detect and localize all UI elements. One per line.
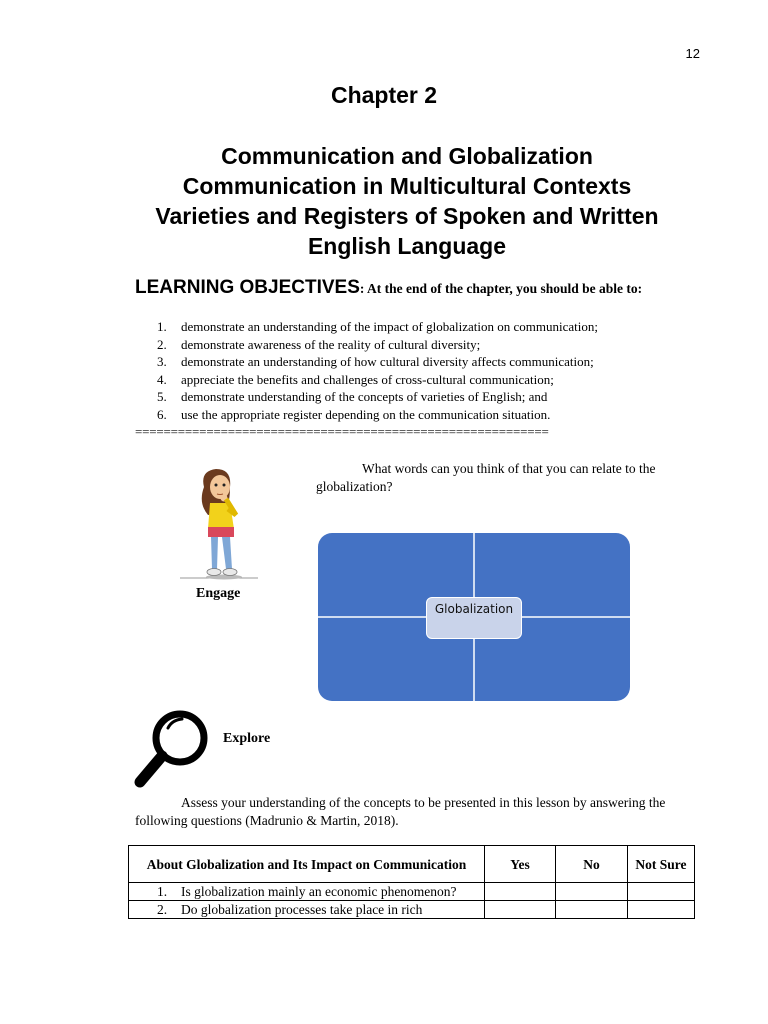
list-text: demonstrate awareness of the reality of cultural diversity; bbox=[181, 336, 481, 352]
engage-label: Engage bbox=[196, 586, 241, 601]
list-text: demonstrate an understanding of the impact of globalization on communication; bbox=[181, 319, 598, 334]
question-text: Do globalization processes take place in rich bbox=[181, 902, 423, 917]
list-text: demonstrate an understanding of how cultural diversity affects communication; bbox=[181, 354, 594, 370]
learning-objectives-intro: : At the end of the chapter, you should be able to: bbox=[359, 281, 643, 296]
question-text: Is globalization mainly an economic phenomenon? bbox=[181, 884, 457, 899]
list-number: 5. bbox=[157, 389, 167, 405]
list-number: 6. bbox=[157, 406, 167, 422]
subtitle-line: Communication in Multicultural Contexts bbox=[182, 173, 632, 199]
subtitle-line: Communication and Globalization bbox=[221, 143, 593, 169]
explore-label: Explore bbox=[223, 731, 271, 746]
learning-objectives-heading: LEARNING OBJECTIVES bbox=[135, 277, 360, 298]
list-item bbox=[135, 318, 695, 336]
table-header-row bbox=[129, 846, 695, 883]
answer-yes-cell[interactable] bbox=[485, 883, 556, 901]
list-text: appreciate the benefits and challenges of cross-cultural communication; bbox=[181, 371, 554, 387]
question-number: 2. bbox=[157, 902, 168, 917]
list-item bbox=[135, 353, 695, 371]
list-number: 1. bbox=[157, 319, 167, 334]
chapter-subtitles bbox=[120, 141, 694, 261]
table-header: Not Sure bbox=[628, 846, 695, 883]
list-number: 3. bbox=[157, 354, 167, 370]
list-number: 4. bbox=[157, 371, 167, 387]
answer-yes-cell[interactable] bbox=[485, 901, 556, 919]
answer-no-cell[interactable] bbox=[556, 901, 628, 919]
explore-instruction-text: Assess your understanding of the concepts to be presented in this lesson by answering the following questions (Madrunio & Martin, 2018). bbox=[135, 795, 666, 828]
magnifying-glass-icon bbox=[132, 706, 214, 790]
thinking-girl-illustration bbox=[180, 465, 260, 581]
separator-line: ========================================================== bbox=[135, 424, 549, 439]
subtitle-line: Varieties and Registers of Spoken and Written English Language bbox=[155, 203, 659, 259]
list-item bbox=[135, 388, 695, 406]
answer-not-sure-cell[interactable] bbox=[628, 901, 695, 919]
question-cell bbox=[129, 883, 485, 901]
table-header: Yes bbox=[485, 846, 556, 883]
table-row bbox=[129, 883, 695, 901]
list-item bbox=[135, 371, 695, 389]
table-row bbox=[129, 901, 695, 919]
question-number: 1. bbox=[157, 884, 168, 899]
chapter-title: Chapter 2 bbox=[330, 82, 438, 108]
list-text: demonstrate understanding of the concepts of varieties of English; and bbox=[181, 389, 548, 405]
question-cell bbox=[129, 901, 485, 919]
self-assessment-table bbox=[128, 845, 695, 919]
engage-question bbox=[316, 460, 696, 495]
table-header: About Globalization and Its Impact on Communication bbox=[129, 846, 485, 883]
list-text: use the appropriate register depending on the communication situation. bbox=[181, 406, 551, 422]
learning-objectives-header bbox=[135, 277, 715, 299]
page-number: 12 bbox=[685, 46, 700, 61]
answer-not-sure-cell[interactable] bbox=[628, 883, 695, 901]
diagram-center-box: Globalization bbox=[426, 597, 522, 639]
list-item bbox=[135, 406, 695, 424]
explore-instruction bbox=[135, 794, 703, 829]
engage-question-text: What words can you think of that you can relate to the globalization? bbox=[316, 461, 656, 494]
list-item bbox=[135, 336, 695, 354]
objectives-list bbox=[135, 318, 695, 424]
list-number: 2. bbox=[157, 336, 167, 352]
answer-no-cell[interactable] bbox=[556, 883, 628, 901]
table-header: No bbox=[556, 846, 628, 883]
